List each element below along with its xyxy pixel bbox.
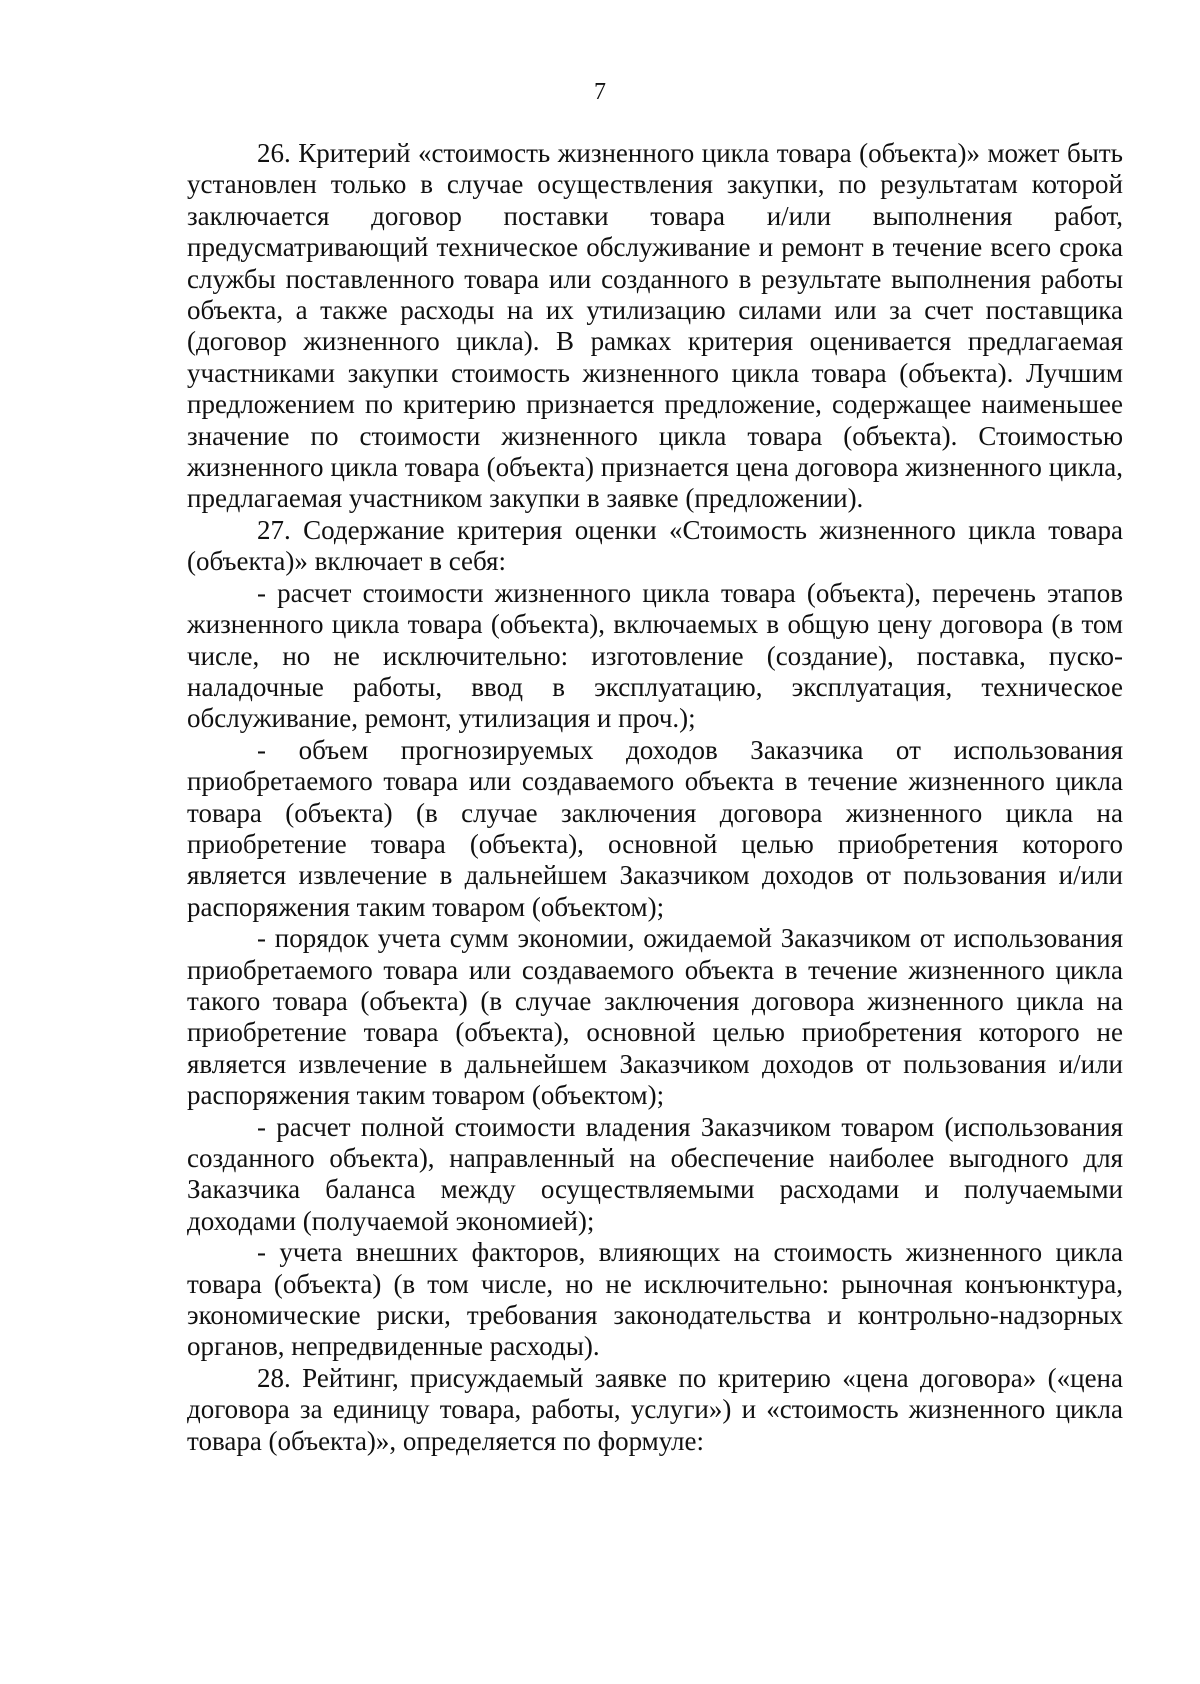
- paragraph-26: 26. Критерий «стоимость жизненного цикла товара (объекта)» может быть установлен только в случае осуществления закупки, по результатам которой заключается договор поставки товара и/или выполнения работ, предусматривающий техническое обслуживание и ремонт в течение всего срока службы поставленного товара или созданного в результате выполнения работы объекта, а также расходы на их утилизацию силами или за счет поставщика (договор жизненного цикла). В рамках критерия оценивается предлагаемая участниками закупки стоимость жизненного цикла товара (объекта). Лучшим предложением по критерию признается предложение, содержащее наименьшее значение по стоимости жизненного цикла товара (объекта). Стоимостью жизненного цикла товара (объекта) признается цена договора жизненного цикла, предлагаемая участником закупки в заявке (предложении).: [187, 138, 1123, 514]
- paragraph-27: 27. Содержание критерия оценки «Стоимость жизненного цикла товара (объекта)» включает в себя:: [187, 514, 1123, 577]
- paragraph-28: 28. Рейтинг, присуждаемый заявке по критерию «цена договора» («цена договора за единицу товара, работы, услуги») и «стоимость жизненного цикла товара (объекта)», определяется по формуле:: [187, 1362, 1123, 1456]
- list-item-total-ownership-cost: - расчет полной стоимости владения Заказчиком товаром (использования созданного объекта), направленный на обеспечение наиболее выгодного для Заказчика баланса между осуществляемыми расходами и получаемыми доходами (получаемой экономией);: [187, 1111, 1123, 1236]
- list-item-forecast-income: - объем прогнозируемых доходов Заказчика от использования приобретаемого товара или создаваемого объекта в течение жизненного цикла товара (объекта) (в случае заключения договора жизненного цикла на приобретение товара (объекта), основной целью приобретения которого является извлечение в дальнейшем Заказчиком доходов от пользования и/или распоряжения таким товаром (объектом);: [187, 734, 1123, 922]
- document-body: [187, 138, 1123, 1457]
- page-number: 7: [594, 79, 606, 105]
- list-item-savings-accounting: - порядок учета сумм экономии, ожидаемой Заказчиком от использования приобретаемого товара или создаваемого объекта в течение жизненного цикла такого товара (объекта) (в случае заключения договора жизненного цикла на приобретение товара (объекта), основной целью приобретения которого не является извлечение в дальнейшем Заказчиком доходов от пользования и/или распоряжения таким товаром (объектом);: [187, 923, 1123, 1111]
- list-item-external-factors: - учета внешних факторов, влияющих на стоимость жизненного цикла товара (объекта) (в том числе, но не исключительно: рыночная конъюнктура, экономические риски, требования законодательства и контрольно-надзорных органов, непредвиденные расходы).: [187, 1237, 1123, 1362]
- list-item-life-cycle-cost-calculation: - расчет стоимости жизненного цикла товара (объекта), перечень этапов жизненного цикла товара (объекта), включаемых в общую цену договора (в том числе, но не исключительно: изготовление (создание), поставка, пуско-наладочные работы, ввод в эксплуатацию, эксплуатация, техническое обслуживание, ремонт, утилизация и проч.);: [187, 577, 1123, 734]
